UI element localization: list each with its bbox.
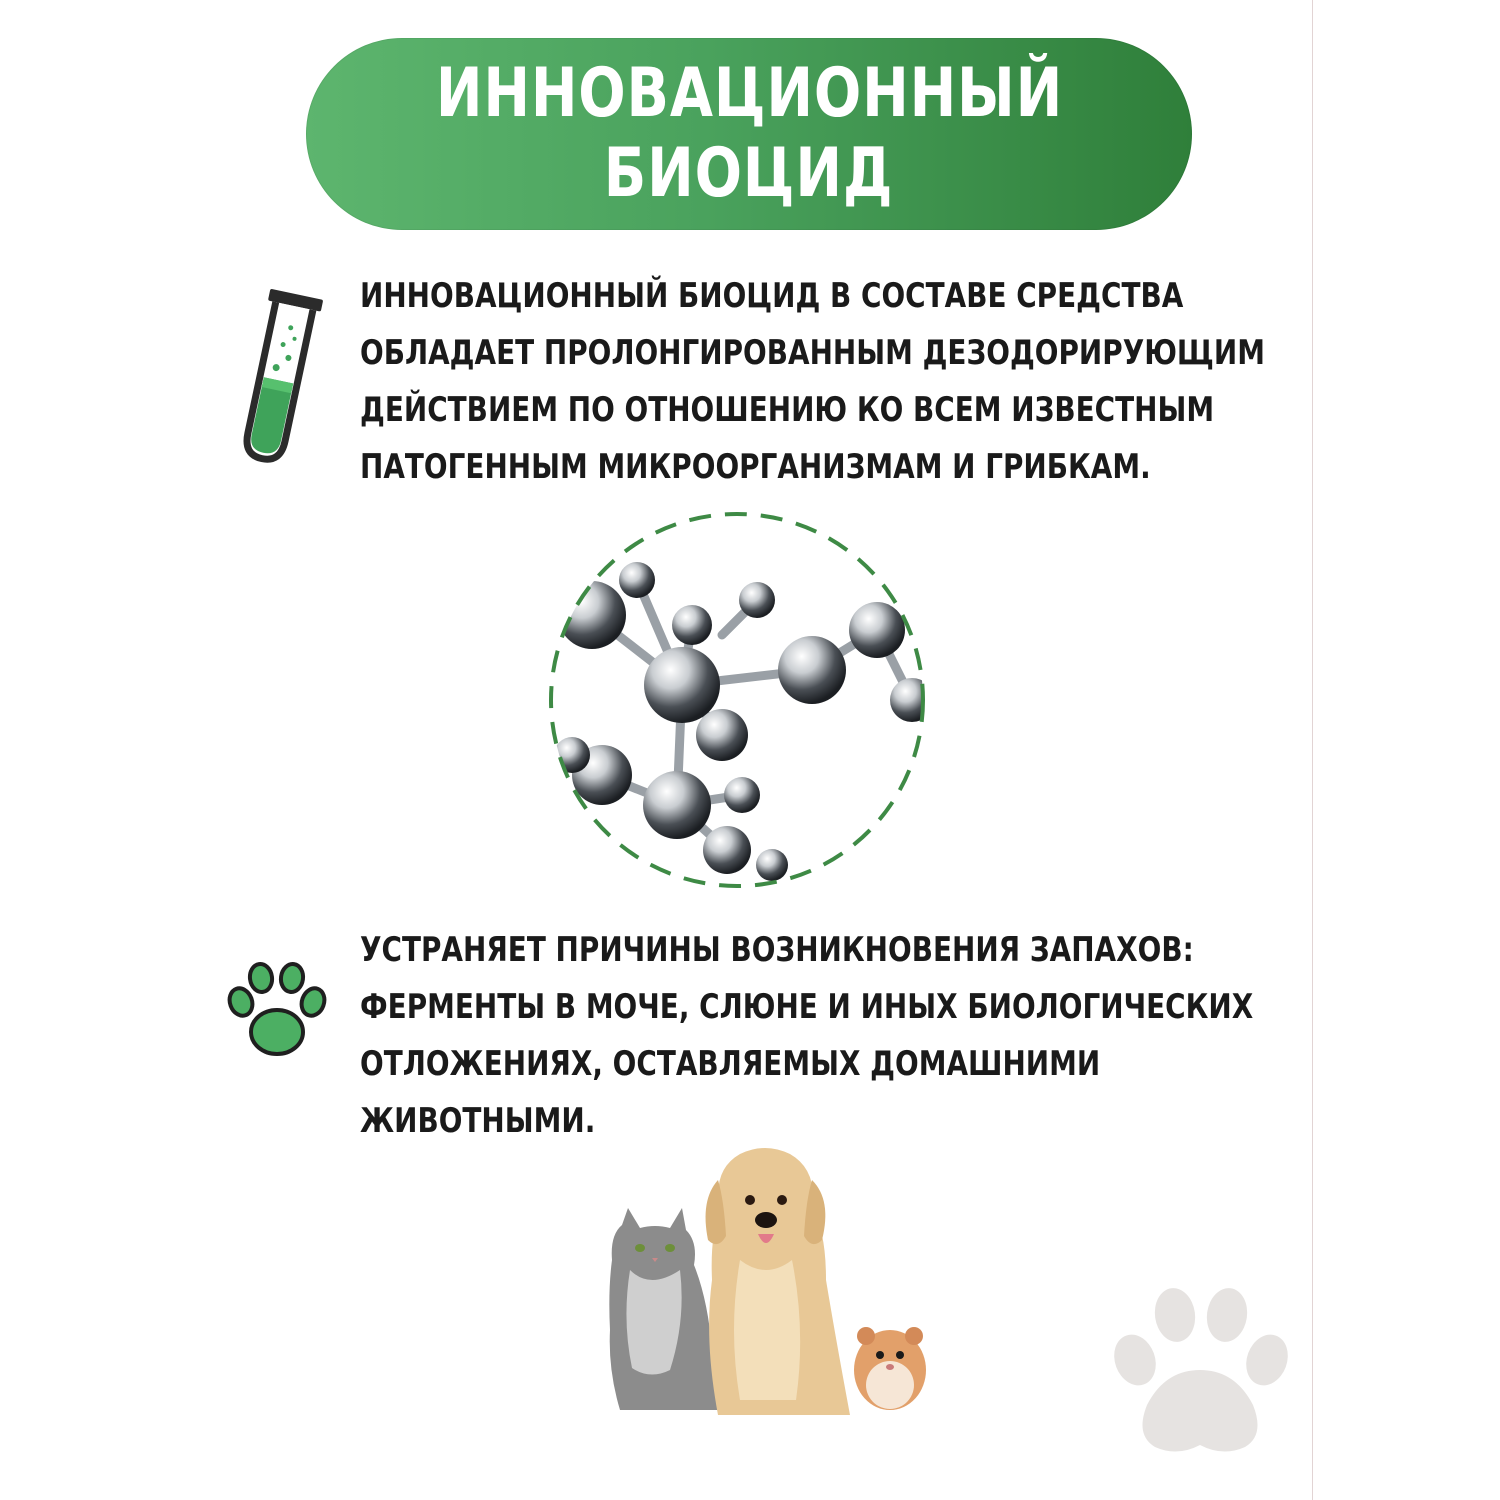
section-2-text [360,922,1449,1150]
section-1-line-2: ОБЛАДАЕТ ПРОЛОНГИРОВАННЫМ ДЕЗОДОРИРУЮЩИМ [360,333,1265,373]
right-divider-line [1312,0,1313,1500]
section-2-line-2: ФЕРМЕНТЫ В МОЧЕ, СЛЮНЕ И ИНЫХ БИОЛОГИЧЕСКИХ [360,987,1254,1027]
pets-image [600,1140,930,1425]
section-1-text [360,268,1464,496]
title-line-2: БИОЦИД [604,134,894,213]
title-line-1: ИННОВАЦИОННЫЙ [435,54,1063,133]
section-2-line-4: ЖИВОТНЫМИ. [360,1101,596,1141]
title-banner [306,38,1192,230]
paw-watermark [1105,1275,1295,1465]
section-1-line-3: ДЕЙСТВИЕМ ПО ОТНОШЕНИЮ КО ВСЕМ ИЗВЕСТНЫМ [360,390,1215,430]
dog-figure [706,1148,850,1415]
paw-icon [225,960,330,1060]
test-tube-icon [230,288,325,468]
section-2-line-1: УСТРАНЯЕТ ПРИЧИНЫ ВОЗНИКНОВЕНИЯ ЗАПАХОВ: [360,930,1194,970]
section-2-line-3: ОТЛОЖЕНИЯХ, ОСТАВЛЯЕМЫХ ДОМАШНИМИ [360,1044,1101,1084]
section-1-line-4: ПАТОГЕННЫМ МИКРООРГАНИЗМАМ И ГРИБКАМ. [360,447,1151,487]
hamster-figure [854,1327,926,1410]
molecule-image [542,505,932,895]
section-1-line-1: ИННОВАЦИОННЫЙ БИОЦИД В СОСТАВЕ СРЕДСТВА [360,276,1184,316]
